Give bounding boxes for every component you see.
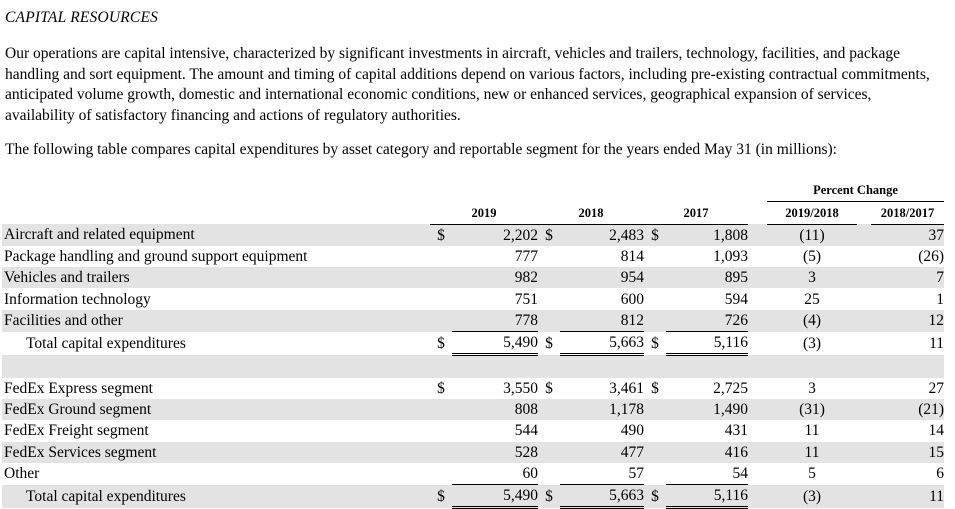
pct-change-2018-2017: 15 bbox=[871, 442, 944, 463]
row-label: Other bbox=[4, 465, 40, 483]
table-row bbox=[2, 463, 944, 485]
pct-change-2018-2017: 27 bbox=[928, 379, 945, 397]
spacer-row bbox=[2, 355, 944, 378]
pct-change-2019-2018: (4) bbox=[767, 310, 857, 332]
table-row bbox=[2, 246, 944, 267]
currency-symbol bbox=[430, 463, 452, 485]
value-2018: 5,663 bbox=[560, 485, 644, 508]
pct-change-2019-2018: 3 bbox=[808, 379, 816, 397]
value-2019: 544 bbox=[514, 422, 538, 440]
percent-change-header: Percent Change bbox=[767, 180, 944, 202]
table-row bbox=[2, 399, 944, 420]
row-label: Aircraft and related equipment bbox=[2, 224, 430, 246]
currency-symbol: $ bbox=[430, 224, 452, 246]
table-row bbox=[2, 224, 944, 246]
value-2018: 3,461 bbox=[609, 379, 644, 397]
value-2019: 5,490 bbox=[452, 485, 538, 508]
currency-symbol bbox=[644, 463, 666, 485]
pct-header-2019-2018: 2019/2018 bbox=[767, 202, 857, 224]
value-2019: 3,550 bbox=[503, 379, 538, 397]
currency-symbol bbox=[644, 246, 666, 267]
intro-paragraph: Our operations are capital intensive, characterized by significant investments in aircraft, vehicles and trailers, technology, facilities, and package handling and sort equipment. The amount and timing of capital additions depend on various factors, including pre-existing contractual commitments, anticipated volume growth, domestic and international economic conditions, new or enhanced services, geographical expansion of services, availability of satisfactory financing and actions of regulatory authorities. bbox=[5, 45, 930, 124]
row-label: Total capital expenditures bbox=[26, 334, 186, 352]
year-header-2019: 2019 bbox=[430, 202, 538, 224]
currency-symbol bbox=[644, 288, 666, 309]
table-row bbox=[2, 310, 944, 332]
currency-symbol bbox=[430, 399, 452, 420]
currency-symbol: $ bbox=[545, 334, 553, 352]
currency-symbol bbox=[644, 442, 666, 463]
table-total-row bbox=[2, 332, 944, 355]
header-row-top bbox=[2, 180, 944, 202]
currency-symbol bbox=[644, 399, 666, 420]
currency-symbol: $ bbox=[644, 224, 666, 246]
currency-symbol: $ bbox=[437, 379, 445, 397]
currency-symbol: $ bbox=[430, 485, 452, 508]
value-2018: 954 bbox=[560, 267, 644, 288]
table-total-row bbox=[2, 485, 944, 508]
value-2019: 808 bbox=[452, 399, 538, 420]
row-label: FedEx Ground segment bbox=[2, 399, 430, 420]
currency-symbol: $ bbox=[644, 485, 666, 508]
value-2017: 1,808 bbox=[666, 224, 748, 246]
year-header-2017: 2017 bbox=[644, 202, 748, 224]
pct-change-2018-2017: 11 bbox=[871, 485, 944, 508]
pct-change-2018-2017: 6 bbox=[936, 465, 945, 483]
value-2018: 477 bbox=[560, 442, 644, 463]
currency-symbol bbox=[644, 267, 666, 288]
table-row bbox=[2, 420, 944, 441]
value-2017: 726 bbox=[666, 310, 748, 332]
value-2017: 1,490 bbox=[666, 399, 748, 420]
section-heading: CAPITAL RESOURCES bbox=[5, 9, 159, 26]
value-2019: 751 bbox=[514, 290, 538, 308]
currency-symbol bbox=[430, 310, 452, 332]
currency-symbol bbox=[430, 246, 452, 267]
pct-change-2018-2017: (21) bbox=[871, 399, 944, 420]
value-2017: 5,116 bbox=[666, 485, 748, 508]
pct-header-2018-2017: 2018/2017 bbox=[871, 202, 944, 224]
value-2017: 895 bbox=[666, 267, 748, 288]
row-label: Vehicles and trailers bbox=[2, 267, 430, 288]
currency-symbol: $ bbox=[651, 334, 659, 352]
currency-symbol bbox=[430, 288, 452, 309]
value-2019: 2,202 bbox=[452, 224, 538, 246]
currency-symbol bbox=[430, 442, 452, 463]
value-2018: 2,483 bbox=[560, 224, 644, 246]
currency-symbol bbox=[538, 399, 560, 420]
pct-change-2019-2018: (3) bbox=[802, 334, 822, 352]
table-row bbox=[2, 267, 944, 288]
value-2019: 5,490 bbox=[452, 332, 538, 355]
value-2018: 1,178 bbox=[560, 399, 644, 420]
pct-change-2019-2018: 25 bbox=[804, 290, 820, 308]
pct-change-2018-2017: 7 bbox=[871, 267, 944, 288]
capex-table bbox=[2, 180, 944, 509]
value-2017: 1,093 bbox=[713, 248, 748, 266]
currency-symbol bbox=[538, 288, 560, 309]
pct-change-2018-2017: 14 bbox=[928, 422, 945, 440]
table-intro-text: The following table compares capital expenditures by asset category and reportable segment for the years ended May 31 (in millions): bbox=[5, 141, 837, 158]
value-2019: 778 bbox=[452, 310, 538, 332]
pct-change-2018-2017: (26) bbox=[918, 248, 945, 266]
currency-symbol bbox=[644, 310, 666, 332]
value-2019: 528 bbox=[452, 442, 538, 463]
pct-change-2019-2018: 5 bbox=[808, 465, 816, 483]
table-row bbox=[2, 442, 944, 463]
value-2019: 60 bbox=[452, 463, 538, 485]
table-row bbox=[2, 378, 944, 399]
row-label: FedEx Services segment bbox=[2, 442, 430, 463]
pct-change-2018-2017: 11 bbox=[929, 334, 945, 352]
value-2018: 600 bbox=[620, 290, 644, 308]
pct-change-2019-2018: (31) bbox=[767, 399, 857, 420]
currency-symbol bbox=[430, 267, 452, 288]
pct-change-2019-2018: 3 bbox=[767, 267, 857, 288]
currency-symbol bbox=[644, 420, 666, 441]
pct-change-2019-2018: (11) bbox=[767, 224, 857, 246]
pct-change-2019-2018: (3) bbox=[767, 485, 857, 508]
pct-change-2019-2018: (5) bbox=[802, 248, 822, 266]
value-2017: 54 bbox=[666, 463, 748, 485]
value-2018: 814 bbox=[620, 248, 644, 266]
value-2017: 594 bbox=[724, 290, 748, 308]
value-2018: 490 bbox=[620, 422, 644, 440]
currency-symbol bbox=[538, 420, 560, 441]
currency-symbol bbox=[430, 420, 452, 441]
pct-change-2018-2017: 12 bbox=[871, 310, 944, 332]
value-2017: 416 bbox=[666, 442, 748, 463]
pct-change-2019-2018: 11 bbox=[767, 442, 857, 463]
pct-change-2018-2017: 37 bbox=[871, 224, 944, 246]
row-label: Information technology bbox=[4, 290, 151, 308]
row-label: Total capital expenditures bbox=[2, 485, 430, 508]
value-2017: 2,725 bbox=[713, 379, 748, 397]
pct-change-2018-2017: 1 bbox=[936, 290, 945, 308]
value-2017: 431 bbox=[724, 422, 748, 440]
value-2019: 777 bbox=[514, 248, 538, 266]
currency-symbol bbox=[538, 310, 560, 332]
row-label: Facilities and other bbox=[2, 310, 430, 332]
currency-symbol bbox=[538, 267, 560, 288]
currency-symbol: $ bbox=[538, 224, 560, 246]
value-2018: 812 bbox=[560, 310, 644, 332]
pct-change-2019-2018: 11 bbox=[804, 422, 820, 440]
table-row bbox=[2, 288, 944, 309]
row-label: Package handling and ground support equipment bbox=[4, 248, 308, 266]
value-2017: 5,116 bbox=[666, 332, 748, 355]
currency-symbol bbox=[538, 463, 560, 485]
row-label: FedEx Freight segment bbox=[4, 422, 149, 440]
currency-symbol: $ bbox=[651, 379, 659, 397]
currency-symbol bbox=[538, 442, 560, 463]
year-header-2018: 2018 bbox=[538, 202, 644, 224]
value-2019: 982 bbox=[452, 267, 538, 288]
currency-symbol: $ bbox=[545, 379, 553, 397]
currency-symbol: $ bbox=[538, 485, 560, 508]
currency-symbol bbox=[538, 246, 560, 267]
header-row-years bbox=[2, 202, 944, 224]
currency-symbol: $ bbox=[437, 334, 445, 352]
value-2018: 57 bbox=[560, 463, 644, 485]
row-label: FedEx Express segment bbox=[4, 379, 153, 397]
value-2018: 5,663 bbox=[560, 332, 644, 355]
